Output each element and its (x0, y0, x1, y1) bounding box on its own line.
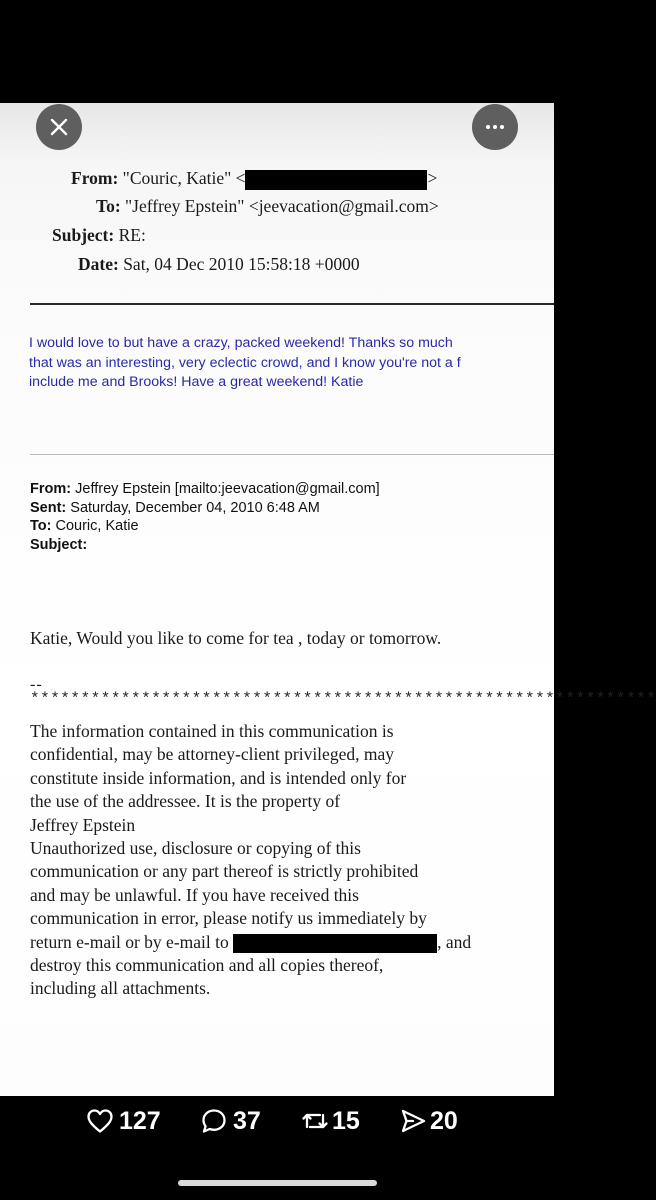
repost-button[interactable] (301, 1096, 360, 1146)
original-subject-label: Subject: (30, 536, 88, 553)
action-bar (0, 1096, 554, 1146)
header-date-label: Date: (78, 254, 119, 274)
quote-divider (30, 454, 554, 455)
original-to-line (30, 517, 380, 536)
reply-icon (200, 1107, 228, 1135)
disclaimer-line: the use of the addressee. It is the property of (30, 791, 341, 812)
signature-dash: -- (30, 676, 43, 693)
disclaimer-line: communication in error, please notify us immediately by (30, 908, 427, 929)
disclaimer-return-start: return e-mail or by e-mail to (30, 931, 234, 952)
original-body: Katie, Would you like to come for tea , today or tomorrow. (30, 628, 442, 648)
original-sent-label: Sent: (30, 499, 67, 516)
header-date-line (78, 254, 360, 274)
more-icon (485, 124, 505, 130)
close-button[interactable] (36, 104, 82, 150)
share-button[interactable] (399, 1096, 458, 1146)
disclaimer-line: constitute inside information, and is intended only for (30, 767, 407, 788)
original-header (30, 480, 380, 554)
header-from-value: "Couric, Katie" < (122, 168, 246, 188)
reply-count: 37 (233, 1106, 261, 1135)
header-subject-value: RE: (118, 225, 146, 245)
original-from-line (30, 480, 380, 499)
close-icon (49, 117, 69, 137)
share-count: 20 (430, 1106, 458, 1135)
share-icon (399, 1107, 427, 1135)
redaction-bar (233, 934, 437, 953)
reply-button[interactable] (200, 1096, 261, 1146)
heart-icon (86, 1108, 114, 1134)
disclaimer-line: The information contained in this communication is (30, 721, 394, 741)
original-to-value: Couric, Katie (55, 518, 139, 534)
reply-body (29, 334, 589, 393)
home-indicator[interactable] (178, 1180, 377, 1186)
disclaimer-return-line (30, 931, 471, 954)
disclaimer-return-end: , and (437, 931, 472, 952)
redaction-bar (245, 170, 427, 190)
header-from-line (71, 168, 437, 190)
disclaimer-line: destroy this communication and all copies thereof, (30, 955, 384, 976)
separator-stars: ************************************************************** (30, 690, 656, 708)
header-divider (30, 303, 554, 305)
original-from-label: From: (30, 481, 72, 497)
email-screenshot-image (0, 103, 656, 1096)
original-sent-value: Saturday, December 04, 2010 6:48 AM (70, 499, 320, 516)
like-button[interactable] (86, 1096, 161, 1146)
reply-line: that was an interesting, very eclectic crowd, and I know you're not a f (29, 354, 461, 371)
disclaimer-line: Jeffrey Epstein (30, 814, 136, 835)
like-count: 127 (119, 1106, 161, 1135)
header-from-end: > (427, 168, 438, 188)
header-to-line (96, 196, 439, 216)
disclaimer-line: Unauthorized use, disclosure or copying of this (30, 838, 361, 859)
disclaimer-line: communication or any part thereof is strictly prohibited (30, 861, 419, 882)
header-to-value: "Jeffrey Epstein" <jeevacation@gmail.com> (125, 196, 439, 216)
reply-line: include me and Brooks! Have a great weekend! Katie (29, 374, 364, 390)
original-subject-line (30, 536, 380, 555)
disclaimer (30, 720, 471, 1001)
original-to-label: To: (30, 518, 52, 534)
reply-line: I would love to but have a crazy, packed weekend! Thanks so much (29, 335, 453, 351)
disclaimer-line: and may be unlawful. If you have received this (30, 884, 359, 905)
original-sent-line (30, 499, 380, 518)
header-date-value: Sat, 04 Dec 2010 15:58:18 +0000 (123, 254, 360, 274)
repost-count: 15 (332, 1106, 360, 1135)
disclaimer-line: confidential, may be attorney-client privileged, may (30, 744, 394, 765)
header-to-label: To: (96, 196, 121, 216)
header-subject-label: Subject: (52, 225, 115, 245)
disclaimer-line: including all attachments. (30, 978, 211, 999)
header-from-label: From: (71, 168, 119, 188)
repost-icon (301, 1108, 329, 1134)
original-from-value: Jeffrey Epstein [mailto:jeevacation@gmail.com] (75, 481, 380, 497)
more-options-button[interactable] (472, 104, 518, 150)
header-subject-line (52, 225, 146, 245)
